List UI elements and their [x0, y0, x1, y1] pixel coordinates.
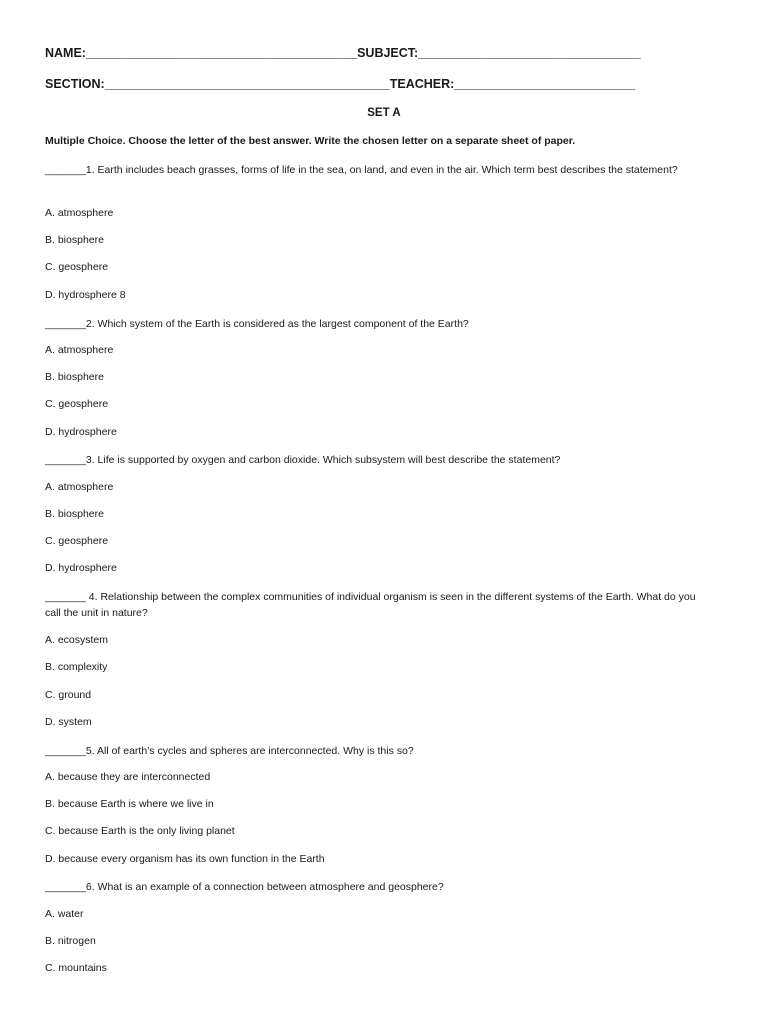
question-5-option-b: B. because Earth is where we live in	[45, 798, 214, 810]
question-2: _______2. Which system of the Earth is considered as the largest component of the Earth?	[45, 318, 469, 330]
question-2-option-c: C. geosphere	[45, 398, 109, 410]
instructions: Multiple Choice. Choose the letter of the best answer. Write the chosen letter on a separate sheet of paper.	[45, 135, 576, 147]
question-3-option-c: C. geosphere	[45, 535, 109, 547]
question-5-option-a: A. because they are interconnected	[45, 771, 211, 783]
question-1-option-c: C. geosphere	[45, 261, 109, 273]
question-6-option-a: A. water	[45, 908, 84, 920]
question-2-option-a: A. atmosphere	[45, 344, 114, 356]
question-4-option-c: C. ground	[45, 689, 92, 701]
question-4-option-d: D. system	[45, 716, 92, 728]
question-4-option-a: A. ecosystem	[45, 634, 109, 646]
question-4: _______ 4. Relationship between the complex communities of individual organism is seen in the different systems of the Earth. What do you call the unit in nature?	[45, 591, 696, 619]
question-2-option-d: D. hydrosphere	[45, 426, 117, 438]
name-subject-line: NAME:_______________________________________SUBJECT:________________________________	[45, 46, 641, 60]
set-title: SET A	[367, 107, 401, 119]
question-1-option-d: D. hydrosphere 8	[45, 289, 126, 301]
question-6-option-b: B. nitrogen	[45, 935, 96, 947]
question-1-option-b: B. biosphere	[45, 234, 104, 246]
section-teacher-line: SECTION:_________________________________________TEACHER:__________________________	[45, 77, 636, 91]
question-6: _______6. What is an example of a connection between atmosphere and geosphere?	[45, 881, 444, 893]
question-1: _______1. Earth includes beach grasses, forms of life in the sea, on land, and even in the air. Which term best describes the statement?	[45, 164, 678, 176]
question-2-option-b: B. biosphere	[45, 371, 104, 383]
question-3-option-a: A. atmosphere	[45, 481, 114, 493]
question-3-option-d: D. hydrosphere	[45, 562, 117, 574]
question-3: _______3. Life is supported by oxygen and carbon dioxide. Which subsystem will best describe the statement?	[45, 454, 561, 466]
question-5: _______5. All of earth’s cycles and spheres are interconnected. Why is this so?	[45, 745, 414, 757]
question-5-option-c: C. because Earth is the only living planet	[45, 825, 235, 837]
question-5-option-d: D. because every organism has its own function in the Earth	[45, 853, 325, 865]
question-6-option-c: C. mountains	[45, 962, 107, 974]
question-3-option-b: B. biosphere	[45, 508, 104, 520]
question-1-option-a: A. atmosphere	[45, 207, 114, 219]
question-4-option-b: B. complexity	[45, 661, 108, 673]
